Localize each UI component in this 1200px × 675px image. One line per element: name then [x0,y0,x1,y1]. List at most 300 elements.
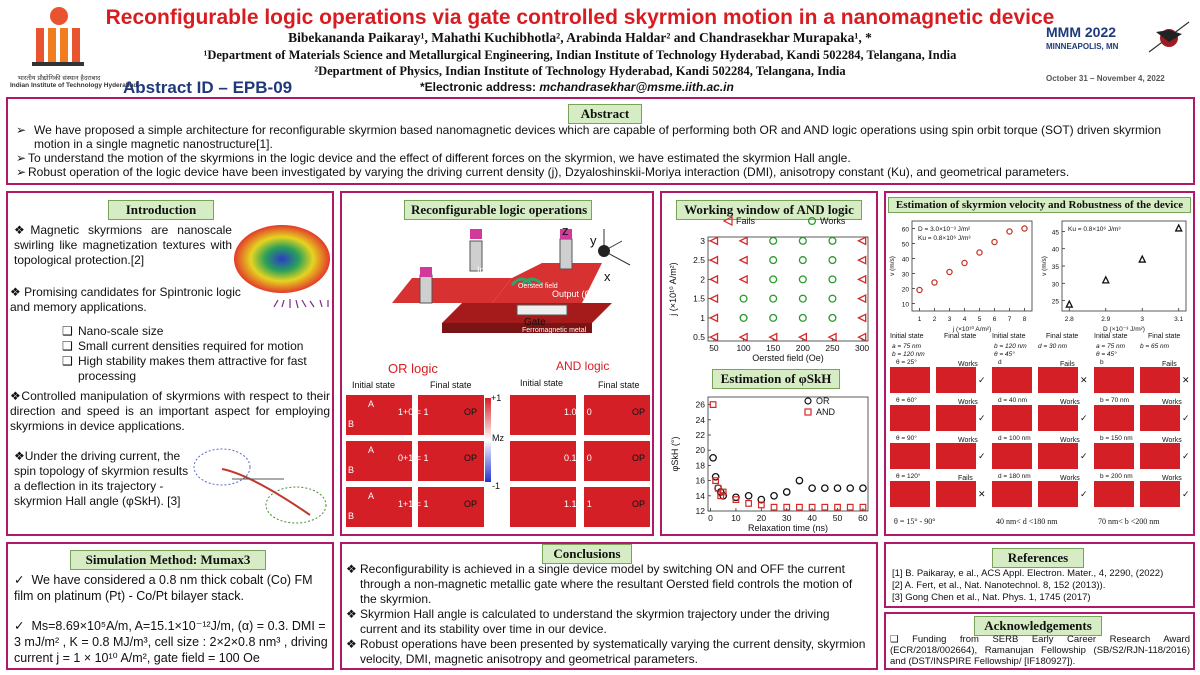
y-tick-label: 30 [901,271,909,279]
data-point [858,295,865,302]
intro-p3: ❖Controlled manipulation of skyrmions with respect to their direction and speed is an important aspect for employing skyrmions in device applications. [10,389,330,433]
abstract-heading: Abstract [568,104,642,124]
intro-subitem: ❑ High stability makes them attractive for fast processing [62,354,307,383]
or-row3-b: B [348,511,355,521]
x-tick-label: 3.1 [1174,316,1184,323]
data-point [809,485,815,491]
y-tick-label: 35 [1051,264,1059,271]
window-panel [660,191,878,536]
param-label: a = 75 nm [892,343,922,350]
robustness-grid [888,333,1192,533]
works-label: Works [1060,475,1080,482]
initial-state-device [890,481,930,507]
data-point [834,485,840,491]
param-label: θ = 45° [994,351,1015,358]
row-parameter-label: θ = 120° [896,473,921,480]
fails-label: Fails [958,475,973,482]
data-point [1139,256,1145,262]
acknowledgements-panel [884,612,1195,670]
data-point [799,257,806,264]
intro-sublist [62,324,324,384]
param-label: b = 120 nm [994,343,1027,350]
y-tick-label: 22 [695,430,705,440]
data-point [740,276,747,283]
logo-text: Indian Institute of Technology Hyderabad [10,82,138,89]
conference-dates: October 31 – November 4, 2022 [1046,74,1165,83]
data-point [745,493,751,499]
data-point [710,455,716,461]
conclusions-heading: Conclusions [542,544,632,564]
data-point [858,276,865,283]
checkbox-bullet-icon: ❑ [890,634,899,645]
final-state-device [1038,481,1078,507]
works-label: Works [958,361,978,368]
final-state-device [1038,367,1078,393]
param-label: b = 120 nm [892,351,925,358]
conclusion-item: ❖ Reconfigurability is achieved in a single device model by switching ON and OFF the current through a non-magnetic metallic gate where the resultant Oersted field controls the motion of the skyrmion. [346,562,853,606]
or-row3-op: OP [464,499,478,509]
works-label: Works [958,437,978,444]
or-row1-a: A [368,399,375,409]
y-axis-label: v (m/s) [1041,256,1048,276]
legend-and-label: AND [816,407,836,417]
x-tick-label: 8 [1022,316,1027,323]
data-point [947,269,952,274]
data-point [847,504,853,510]
velocity-heading: Estimation of skyrmion velocity and Robustness of the device [888,197,1191,213]
intro-p4: ❖Under the driving current, the spin topology of skyrmion results a deflection in its trajectory - skyrmion Hall angle (φSkH). [3] [14,449,189,508]
data-point [771,493,777,499]
legend-work-marker [809,218,816,225]
data-point [829,276,836,283]
range-footer: 40 nm< d <180 nm [996,517,1058,526]
velocity-panel [884,191,1195,536]
reference-item: [1] B. Paikaray, e al., ACS Appl. Electron. Mater., 4, 2290, (2022) [892,568,1164,579]
data-point [770,276,777,283]
velocity-vs-d-chart [1042,215,1192,331]
row-parameter-label: b = 150 nm [1100,435,1133,442]
y-tick-label: 12 [695,506,705,516]
final-state-device [936,443,976,469]
introduction-panel [6,191,334,536]
data-point [1007,229,1012,234]
data-point [799,314,806,321]
simulation-panel [6,542,334,670]
data-point [710,257,717,264]
data-point [784,489,790,495]
mz-colorbar [485,398,491,482]
plot-frame [708,237,868,341]
data-point [710,237,717,244]
y-tick-label: 10 [901,301,909,309]
abstract-item: ➢ To understand the motion of the skyrmions in the logic device and the effect of different forces on the skyrmion, we have estimated the skyrmion Hall angle. [16,151,851,165]
or-row1-eq: 1+0 = 1 [398,407,429,417]
x-tick-label: 5 [977,316,982,323]
y-tick-label: 1 [700,312,705,323]
data-point [740,295,747,302]
or-row2-eq: 0+1 = 1 [398,453,429,463]
conclusions-list [346,562,870,667]
initial-state-label: Initial state [890,333,924,340]
abstract-item: ➢ Robust operation of the logic device have been investigated by varying the driving current density (j), Dzyaloshinskii-Moriya interaction (DMI), anisotropy constant (Ku), and geometrical parameters. [16,165,1070,179]
data-point [858,334,865,341]
conference-logo [1046,12,1196,92]
diamond-bullet-icon: ❖ [14,223,31,237]
data-point [710,295,717,302]
data-point [740,237,747,244]
intro-p1: ❖Magnetic skyrmions are nanoscale swirling like magnetization textures with topological protection.[2] [14,223,232,267]
poster-title: Reconfigurable logic operations via gate controlled skyrmion motion in a nanomagnetic device [105,6,1055,29]
data-point [799,276,806,283]
robustness-column [1092,333,1192,533]
skyrmion-trajectory-image [192,445,332,529]
y-tick-label: 40 [901,256,909,264]
mz-label: Mz [492,433,504,443]
x-axis-label: Oersted field (Oe) [752,353,824,363]
row-parameter-label: d = 180 nm [998,473,1031,480]
axis-y-label: y [590,233,597,248]
references-panel [884,542,1195,608]
y-axis-label: φSkH (°) [670,436,680,472]
x-axis-label: D (×10⁻³ J/m²) [1103,326,1145,333]
final-state-device [1140,367,1180,393]
y-tick-label: 1.5 [693,293,705,304]
legend-fail-label: Fails [736,216,756,226]
plot-frame [708,397,868,511]
conference-emblem-icon [1144,12,1194,72]
check-icon: ✓ [1080,413,1088,423]
initial-state-device [890,405,930,431]
x-tick-label: 50 [832,513,843,523]
device-label-gate: Gate [524,317,546,328]
initial-state-device [890,367,930,393]
y-tick-label: 30 [1051,281,1059,289]
x-tick-label: 1 [917,316,922,323]
param-label: b = 65 nm [1140,343,1170,350]
simulation-p1: ✓ We have considered a 0.8 nm thick cobalt (Co) FM film on platinum (Pt) - Co/Pt bilayer stack. [14,573,313,603]
device-label-oersted: Oersted field [518,283,558,290]
row-parameter-label: d = 100 nm [998,435,1031,442]
data-point [917,287,922,292]
data-point [770,334,777,341]
x-tick-label: 2 [932,316,937,323]
window-heading: Working window of AND logic [676,200,862,220]
final-state-device [936,405,976,431]
check-icon: ✓ [1182,413,1190,423]
y-tick-label: 25 [1051,298,1059,306]
or-row2-op: OP [464,453,478,463]
x-tick-label: 3 [947,316,952,323]
intro-subitem: ❑ Small current densities required for motion [62,339,304,353]
y-tick-label: 24 [695,414,705,425]
logic-panel [340,191,654,536]
and-logic-grid [508,393,654,533]
row-parameter-label: θ = 90° [896,435,917,442]
y-tick-label: 2 [700,274,705,285]
abstract-list [16,123,1188,179]
works-label: Works [1060,437,1080,444]
or-row2-b: B [348,465,355,475]
cross-icon: ✕ [1182,375,1190,385]
final-state-device [936,367,976,393]
data-point [710,276,717,283]
x-tick-label: 4 [962,316,967,323]
data-point [829,295,836,302]
data-point [858,257,865,264]
initial-state-label: Initial state [992,333,1026,340]
data-point [770,314,777,321]
row-parameter-label: d = 40 nm [998,397,1028,404]
conclusion-item: ❖ Robust operations have been presented by systematically varying the current density, skyrmion velocity, DMI, magnetic anisotropy and geometrical parameters. [346,637,866,666]
row-parameter-label: b [1100,359,1104,366]
x-tick-label: 50 [709,343,719,353]
x-tick-label: 100 [736,343,751,353]
initial-state-device [1094,443,1134,469]
abstract-panel [6,97,1195,185]
and-logic-title: AND logic [556,359,610,373]
or-row1-op: OP [464,407,478,417]
diamond-bullet-icon: ❖ [10,285,21,299]
x-axis-label: j (×10¹⁰ A/m²) [952,326,992,333]
and-row1-eq: 1.0 = 0 [564,407,592,417]
data-point [992,239,997,244]
y-tick-label: 16 [695,475,705,486]
data-point [710,334,717,341]
diamond-bullet-icon: ❖ [10,389,22,403]
data-point [770,295,777,302]
or-final-label: Final state [430,380,472,390]
data-point [829,314,836,321]
robustness-column [888,333,988,533]
final-state-label: Final state [944,333,977,340]
x-tick-label: 2.9 [1101,316,1111,323]
arrow-bullet-icon: ➢ [16,151,27,165]
check-icon: ✓ [1080,451,1088,461]
initial-state-device [992,405,1032,431]
data-point [796,477,802,483]
check-icon: ✓ [978,451,986,461]
x-tick-label: 200 [795,343,810,353]
y-tick-label: 18 [695,460,705,471]
and-row3-op: OP [632,499,646,509]
working-window-chart [662,217,876,365]
x-axis-label: Relaxation time (ns) [747,523,829,533]
x-tick-label: 20 [756,513,767,523]
email-line: *Electronic address: mchandrasekhar@msme.iith.ac.in [420,80,734,94]
acknowledgements-text: ❑ Funding from SERB Early Career Research Award (ECR/2018/002664), Ramanujan Fellowship (SB/S2/RJN-118/2016) and (DST/INSPIRE Fellowship/ [IF180927]). [890,634,1191,667]
data-point [799,295,806,302]
final-state-device [936,481,976,507]
param-label: a = 75 nm [1096,343,1126,350]
chart-note: Ku = 0.8×10⁶ J/m³ [1068,226,1121,233]
y-tick-label: 0.5 [693,332,705,343]
diamond-bullet-icon: ❖ [346,607,357,621]
mz-scale-bottom: -1 [492,481,501,491]
data-point [1066,301,1072,307]
initial-state-device [992,367,1032,393]
and-row2-eq: 0.1 = 0 [564,453,592,463]
conclusions-panel [340,542,878,670]
data-point [771,504,777,510]
and-row3-eq: 1.1 = 1 [564,499,592,509]
references-heading: References [992,548,1084,568]
check-icon: ✓ [978,375,986,385]
email-address: mchandrasekhar@msme.iith.ac.in [539,80,734,94]
x-tick-label: 2.8 [1064,316,1074,323]
y-axis-label: v (m/s) [889,256,896,276]
final-state-label: Final state [1046,333,1079,340]
legend-or-label: OR [816,396,830,406]
row-parameter-label: d [998,359,1002,366]
intro-p2: ❖ Promising candidates for Spintronic logic and memory applications. [10,285,241,314]
diamond-bullet-icon: ❖ [346,637,357,651]
x-tick-label: 40 [807,513,817,523]
initial-state-label: Initial state [1094,333,1128,340]
and-initial-label: Initial state [520,378,564,388]
row-parameter-label: θ = 60° [896,397,917,404]
x-tick-label: 150 [766,343,781,353]
y-axis-label: j (×10¹⁰ A/m²) [668,262,678,316]
fails-label: Fails [1060,361,1075,368]
or-row3-a: A [368,491,375,501]
works-label: Works [1162,399,1182,406]
checkbox-bullet-icon: ❑ [62,339,73,353]
robustness-column [990,333,1090,533]
device-label-hm: Heavy metal [538,336,577,343]
authors: Bibekananda Paikaray¹, Mahathi Kuchibhotla², Arabinda Haldar² and Chandrasekhar Murapaka¹, * [288,30,872,45]
row-parameter-label: θ = 25° [896,359,917,366]
initial-state-device [992,481,1032,507]
check-icon: ✓ [978,413,986,423]
legend-or-marker [805,398,811,404]
data-point [962,260,967,265]
final-state-label: Final state [1148,333,1181,340]
intro-subitem: ❑ Nano-scale size [62,324,164,338]
conclusion-item: ❖ Skyrmion Hall angle is calculated to understand the skyrmion trajectory under the driving current and its stability over time in our device. [346,607,830,636]
data-point [746,501,752,507]
or-logic-title: OR logic [388,361,438,376]
works-label: Works [1162,437,1182,444]
final-state-device [1140,481,1180,507]
checkbox-bullet-icon: ❑ [62,354,73,368]
y-tick-label: 2.5 [693,255,705,266]
x-tick-label: 3 [1140,316,1145,323]
or-row3-eq: 1+1 = 1 [398,499,429,509]
param-label: θ = 45° [1096,351,1117,358]
works-label: Works [958,399,978,406]
reference-item: [2] A. Fert, et al., Nat. Nanotechnol. 8, 152 (2013)). [892,580,1106,591]
legend-fail-marker [724,217,732,225]
data-point [829,257,836,264]
affiliation-2: ²Department of Physics, Indian Institute of Technology Hyderabad, Kandi 502284, Telangana, India [314,64,846,78]
diamond-bullet-icon: ❖ [14,449,25,463]
or-initial-label: Initial state [352,380,396,390]
data-point [858,314,865,321]
initial-state-device [1094,481,1134,507]
axis-x-label: x [604,269,611,284]
param-label: d = 30 nm [1038,343,1068,350]
check-icon: ✓ [1080,489,1088,499]
data-point [770,257,777,264]
final-state-device [1038,405,1078,431]
data-point [740,257,747,264]
logic-heading: Reconfigurable logic operations [404,200,592,220]
fails-label: Fails [1162,361,1177,368]
logo-hindi-text: भारतीय प्रौद्योगिकी संस्थान हैदराबाद [17,75,101,82]
initial-state-device [992,443,1032,469]
data-point [829,237,836,244]
conference-name: MMM 2022 [1046,24,1117,40]
data-point [710,402,716,408]
data-point [829,334,836,341]
y-tick-label: 60 [901,226,909,234]
works-label: Works [1162,475,1182,482]
x-tick-label: 60 [858,513,868,523]
check-icon: ✓ [1182,451,1190,461]
hall-heading: Estimation of φSkH [712,369,840,389]
x-tick-label: 300 [854,343,870,353]
or-row1-b: B [348,419,355,429]
mz-scale-top: +1 [491,393,502,403]
data-point [1022,226,1027,231]
data-point [1103,277,1109,283]
reference-item: [3] Gong Chen et al., Nat. Phys. 1, 1745 (2017) [892,592,1091,603]
chart-note: D = 3.0×10⁻³ J/m² [918,226,971,233]
initial-state-device [1094,405,1134,431]
and-final-label: Final state [598,380,640,390]
conference-city: MINNEAPOLIS, MN [1046,42,1119,51]
arrow-bullet-icon: ➢ [16,123,27,137]
data-point [860,485,866,491]
device-label-output: Output (OP) [552,289,601,299]
row-parameter-label: b = 200 nm [1100,473,1133,480]
abstract-item: ➢ We have proposed a simple architecture for reconfigurable skyrmion based nanomagnetic devices which are capable of performing both OR and AND logic operations using spin orbit torque (SOT) driven skyrmion motion in a single magnetic nanostructure[1]. [16,123,1162,151]
y-tick-label: 50 [901,241,909,249]
arrow-bullet-icon: ➢ [16,165,27,179]
final-state-device [1038,443,1078,469]
row-parameter-label: b = 70 nm [1100,397,1130,404]
iith-logo [10,4,138,98]
x-tick-label: 0 [708,513,713,523]
data-point [977,250,982,255]
abstract-id: Abstract ID – EPB-09 [123,78,293,97]
or-logic-grid [344,393,502,533]
data-point [858,237,865,244]
spin-chain-image [270,297,332,311]
data-point [822,504,828,510]
diamond-bullet-icon: ❖ [346,562,357,576]
final-state-device [1140,405,1180,431]
y-tick-label: 3 [700,235,705,246]
y-tick-label: 40 [1051,246,1059,254]
acknowledgements-heading: Acknowledgements [974,616,1102,636]
data-point [710,314,717,321]
data-point [797,504,803,510]
chart-note: Ku = 0.8×10⁶ J/m³ [918,235,971,242]
y-tick-label: 45 [1051,229,1059,237]
data-point [740,334,747,341]
check-bullet-icon: ✓ [14,619,25,633]
range-footer: 70 nm< b <200 nm [1098,517,1160,526]
cross-icon: ✕ [978,489,986,499]
hall-angle-chart [662,387,876,535]
initial-state-device [1094,367,1134,393]
y-tick-label: 26 [695,399,705,410]
data-point [822,485,828,491]
legend-and-marker [805,409,811,415]
y-tick-label: 20 [901,286,909,294]
x-tick-label: 6 [992,316,997,323]
